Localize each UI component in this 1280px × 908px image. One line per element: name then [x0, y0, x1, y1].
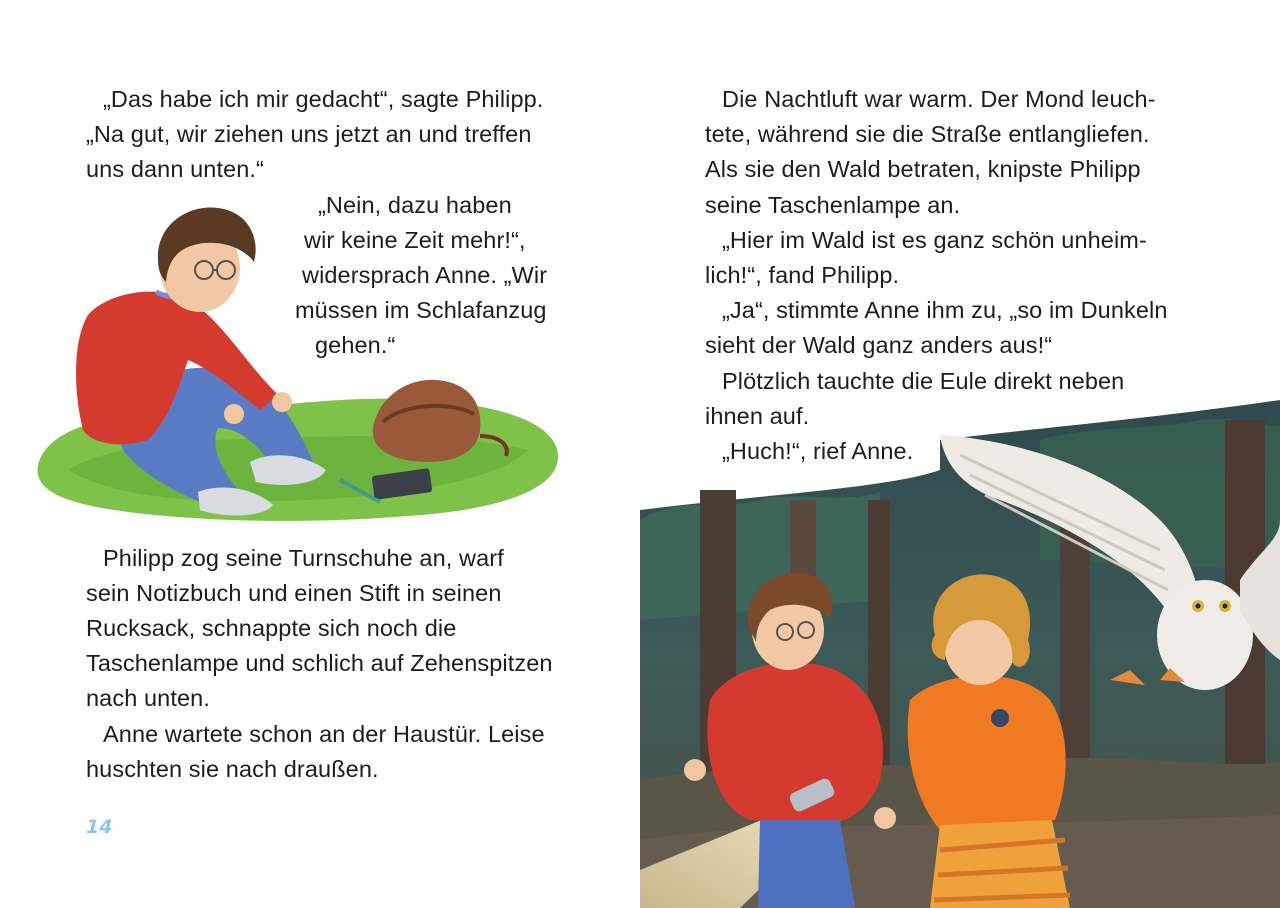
- text-line: Die Nachtluft war warm. Der Mond leuch-: [722, 86, 1156, 112]
- text-line: Taschenlampe und schlich auf Zehenspitzen: [86, 650, 553, 676]
- text-line: tete, während sie die Straße entlangliefen.: [705, 121, 1150, 147]
- text-line: Philipp zog seine Turnschuhe an, warf: [103, 545, 504, 571]
- text-line: seine Taschenlampe an.: [705, 192, 961, 218]
- text-line: „Hier im Wald ist es ganz schön unheim-: [722, 227, 1147, 253]
- text-line: Plötzlich tauchte die Eule direkt neben: [722, 368, 1125, 394]
- text-line: Anne wartete schon an der Haustür. Leise: [103, 721, 545, 747]
- right-page: [640, 0, 1280, 908]
- text-line: „Ja“, stimmte Anne ihm zu, „so im Dunkeln: [722, 297, 1168, 323]
- text-line: gehen.“: [315, 332, 396, 358]
- text-line: „Das habe ich mir gedacht“, sagte Philipp.: [103, 86, 544, 112]
- text-line: widersprach Anne. „Wir: [302, 262, 548, 288]
- illustration-forest-owl: [640, 400, 1280, 908]
- text-line: „Nein, dazu haben: [318, 192, 512, 218]
- text-line: sieht der Wald ganz anders aus!“: [705, 332, 1053, 358]
- text-line: „Huch!“, rief Anne.: [722, 438, 914, 464]
- page-number: 14: [86, 816, 113, 838]
- text-line: sein Notizbuch und einen Stift in seinen: [86, 580, 502, 606]
- text-line: huschten sie nach draußen.: [86, 756, 379, 782]
- text-line: wir keine Zeit mehr!“,: [304, 227, 526, 253]
- text-line: uns dann unten.“: [86, 156, 264, 182]
- text-line: „Na gut, wir ziehen uns jetzt an und treffen: [86, 121, 532, 147]
- text-line: Als sie den Wald betraten, knipste Philipp: [705, 156, 1141, 182]
- text-line: müssen im Schlafanzug: [295, 297, 547, 323]
- text-line: nach unten.: [86, 685, 210, 711]
- text-line: Rucksack, schnappte sich noch die: [86, 615, 457, 641]
- text-line: lich!“, fand Philipp.: [705, 262, 900, 288]
- text-line: ihnen auf.: [705, 403, 810, 429]
